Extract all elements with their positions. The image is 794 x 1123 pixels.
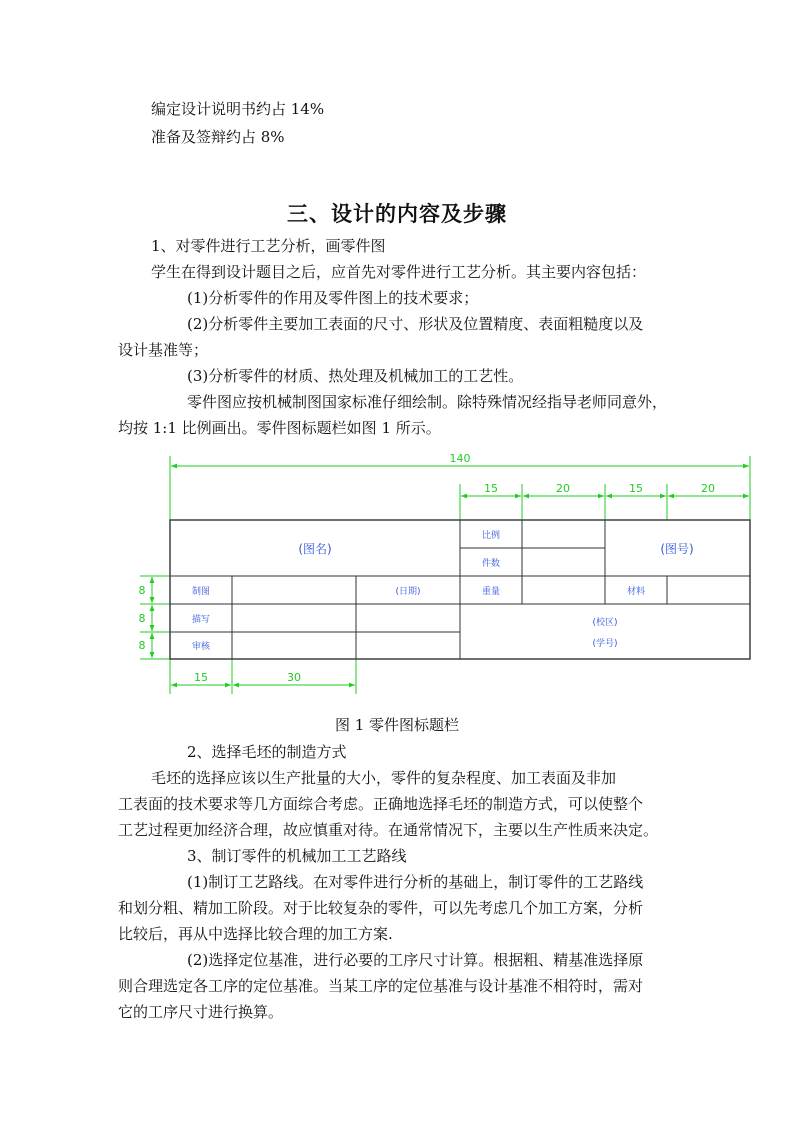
paragraph-line: 比较后，再从中选择比较合理的加工方案.	[118, 925, 393, 943]
paragraph-line: 和划分粗、精加工阶段。对于比较复杂的零件，可以先考虑几个加工方案，分析	[118, 899, 644, 917]
cell-material: 材料	[626, 587, 646, 597]
cell-scale: 比例	[481, 531, 501, 541]
table-frame	[170, 520, 750, 659]
dim-20a: 20	[556, 482, 570, 495]
paragraph-line: 工表面的技术要求等几方面综合考虑。正确地选择毛坯的制造方式，可以使整个	[118, 795, 644, 813]
paragraph-line: 毛坯的选择应该以生产批量的大小，零件的复杂程度、加工表面及非加	[151, 769, 617, 787]
text-line: 编定设计说明书约占 14%	[151, 100, 325, 118]
paragraph-line: 则合理选定各工序的定位基准。当某工序的定位基准与设计基准不相符时，需对	[118, 977, 644, 995]
paragraph-line: 学生在得到设计题目之后，应首先对零件进行工艺分析。其主要内容包括：	[151, 263, 647, 281]
cell-student-id: (学号)	[592, 639, 618, 649]
paragraph-line: 零件图应按机械制图国家标准仔细绘制。除特殊情况经指导老师同意外，	[187, 393, 668, 411]
dim-bottom-15: 15	[194, 671, 208, 684]
paragraph-line: 均按 1:1 比例画出。零件图标题栏如图 1 所示。	[118, 419, 441, 437]
section-heading: 三、设计的内容及步骤	[287, 202, 507, 226]
dim-15b: 15	[629, 482, 643, 495]
dimension-lines	[140, 456, 750, 694]
cell-count: 件数	[481, 559, 501, 569]
paragraph-line: 它的工序尺寸进行换算。	[118, 1003, 284, 1021]
list-item-continuation: 设计基准等；	[118, 341, 209, 359]
paragraph-line: (2)选择定位基准，进行必要的工序尺寸计算。根据粗、精基准选择原	[187, 951, 644, 969]
cell-school: (校区)	[592, 618, 618, 628]
cell-drawing-number: (图号)	[660, 542, 694, 556]
dim-height-8: 8	[138, 639, 146, 652]
cell-drawing-name: (图名)	[298, 542, 332, 556]
paragraph-line: (1)制订工艺路线。在对零件进行分析的基础上，制订零件的工艺路线	[187, 873, 644, 891]
cell-date: (日期)	[395, 587, 421, 597]
dim-height-8: 8	[138, 584, 146, 597]
cell-weight: 重量	[481, 587, 501, 597]
cell-drawn: 制图	[191, 587, 211, 597]
cell-reviewer: 审核	[191, 642, 211, 652]
paragraph-line: 工艺过程更加经济合理，故应慎重对待。在通常情况下，主要以生产性质来决定。	[118, 821, 659, 839]
subsection-title: 2、选择毛坯的制造方式	[187, 743, 347, 761]
figure-caption: 图 1 零件图标题栏	[334, 716, 460, 734]
dim-15a: 15	[484, 482, 498, 495]
dim-20b: 20	[701, 482, 715, 495]
dim-total: 140	[449, 452, 471, 465]
list-item: (2)分析零件主要加工表面的尺寸、形状及位置精度、表面粗糙度以及	[187, 315, 644, 333]
list-item: (3)分析零件的材质、热处理及机械加工的工艺性。	[187, 367, 524, 385]
text-line: 准备及签辩约占 8%	[151, 128, 285, 146]
dim-height-8: 8	[138, 612, 146, 625]
dim-bottom-30: 30	[287, 671, 301, 684]
cell-designer: 描写	[191, 615, 211, 625]
subsection-title: 1、对零件进行工艺分析，画零件图	[151, 237, 386, 255]
subsection-title: 3、制订零件的机械加工工艺路线	[187, 847, 407, 865]
list-item: (1)分析零件的作用及零件图上的技术要求；	[187, 289, 479, 307]
